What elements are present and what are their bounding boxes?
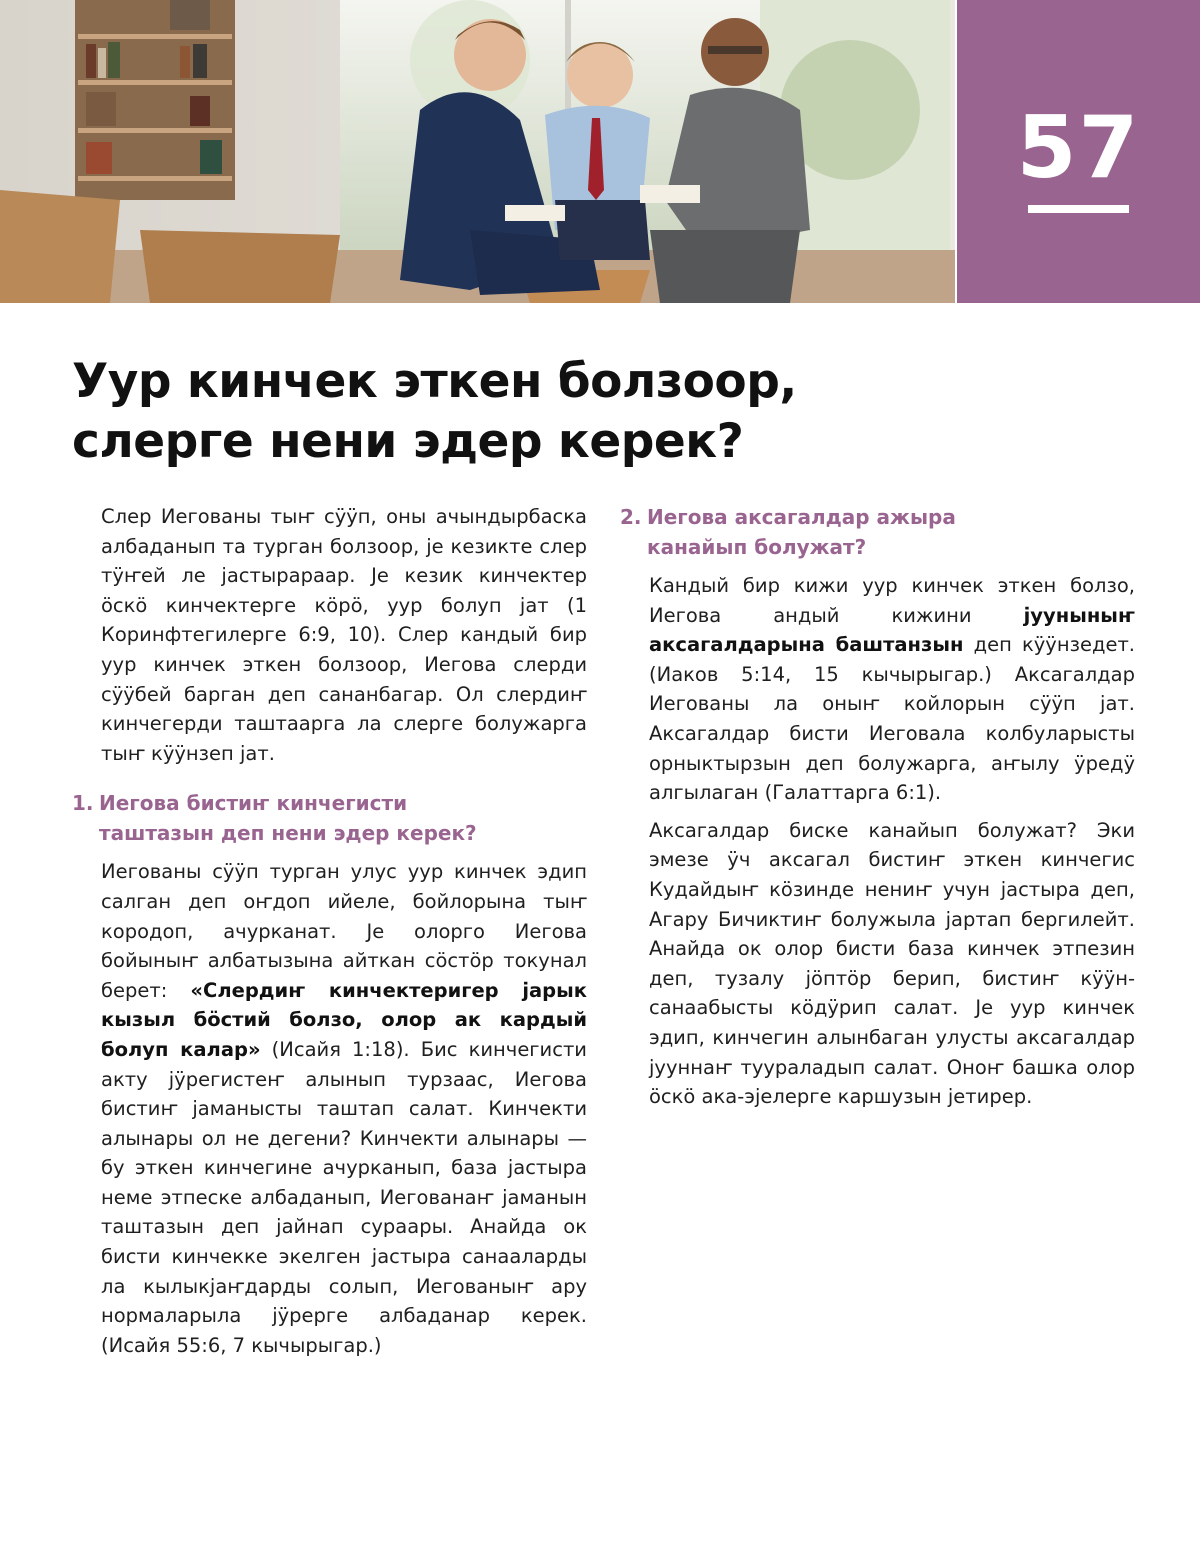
question-2-heading <box>620 502 1135 562</box>
question-2-text-before: Кандый бир кижи уур кинчек эткен болзо, Иегова андый кижини <box>649 574 1135 627</box>
question-1-line-2: таштазын деп нени эдер керек? <box>99 821 477 846</box>
title-line-1: Уур кинчек эткен болзоор, <box>72 354 797 409</box>
question-2-bold-phrase: јууныныҥ аксагалдарына баштанзын <box>649 603 1135 657</box>
title-line-2: слерге нени эдер керек? <box>72 414 744 469</box>
right-column <box>620 502 1135 1120</box>
lesson-number-panel <box>957 0 1200 303</box>
question-2-line-2: канайып болужат? <box>647 535 867 559</box>
left-column <box>72 502 587 1368</box>
question-1-paragraph <box>72 857 587 1360</box>
question-2-paragraph-1 <box>620 571 1135 808</box>
hero-photo <box>0 0 955 303</box>
meeting-illustration <box>0 0 955 303</box>
question-2-line-1: Иегова аксагалдар ажыра <box>647 505 956 529</box>
question-1-number: 1. <box>72 791 94 816</box>
question-2-paragraph-2: Аксагалдар биске канайып болужат? Эки эмезе ӱч аксагал бистиҥ эткен кинчегис Кудайдыҥ кӧзинде нениҥ учун јастыра деп, Агару Бичиктиҥ болужыла јартап бергилейт. Анайда ок олор бисти база кинчек этпезин деп, тузалу јӧптӧр берип, бистиҥ кӱӱн-санаабысты кӧдӱрип салат. Је уур кинчек эдип, кинчегин алынбаган улусты аксагалдар јууннаҥ туураладып салат. Оноҥ башка олор ӧскӧ ака-эјелерге каршузын јетирер. <box>649 818 1135 1109</box>
question-1-line-1: Иегова бистиҥ кинчегисти <box>99 791 408 816</box>
question-1-bold-quote: «Слердиҥ кинчектеригер јарык кызыл бӧстий болзо, олор ак кардый болуп калар» <box>101 978 587 1061</box>
question-2-number: 2. <box>620 505 642 529</box>
question-2-text-after: деп кӱӱнзедет. (Иаков 5:14, 15 кычырыгар.) Аксагалдар Иегованы ла оныҥ койлорын сӱӱп јат. Аксагалдар бисти Иеговала колбуларысты орныктырзын деп болужарга, аҥылу ӱредӱ алгылаган (Галаттарга 6:1). <box>649 633 1136 805</box>
lesson-number: 57 <box>1016 98 1141 198</box>
page-title <box>72 352 972 472</box>
question-1-text-before: Иегованы сӱӱп турган улус уур кинчек эдип салган деп оҥдоп ийеле, бойлорына тыҥ кородоп, ачурканат. Је олорго Иегова бойыныҥ албатызына айткан сӧстӧр токунал берет: <box>101 860 587 1002</box>
question-1-text-after: (Исайя 1:18). Бис кинчегисти акту јӱрегистеҥ алынып турзаас, Иегова бистиҥ јаманысты таштап салат. Кинчекти алынары ол не дегени? Кинчекти алынары — бу эткен кинчегине ачурканып, база јастыра неме этпеске албаданып, Иегованаҥ јаманын таштазын деп јайнап сураары. Анайда ок бисти кинчекке экелген јастыра санааларды ла кылыкјаҥдарды солып, Иегованыҥ ару нормаларыла јӱрерге албаданар керек. (Исайя 55:6, 7 кычырыгар.) <box>101 1037 587 1357</box>
question-1-heading <box>72 788 587 848</box>
lesson-number-underline <box>1028 205 1129 213</box>
intro-paragraph: Слер Иегованы тыҥ сӱӱп, оны ачындырбаска албаданып та турган болзоор, је кезикте слер тӱҥей ле јастырараар. Је кезик кинчектер ӧскӧ кинчектерге кӧрӧ, уур болуп јат (1 Коринфтегилерге 6:9, 10). Слер кандый бир уур кинчек эткен болзоор, Иегова слерди сӱӱбей барган деп сананбагар. Ол слердиҥ кинчегерди таштаарга ла слерге болужарга тыҥ кӱӱнзеп јат. <box>101 505 587 765</box>
